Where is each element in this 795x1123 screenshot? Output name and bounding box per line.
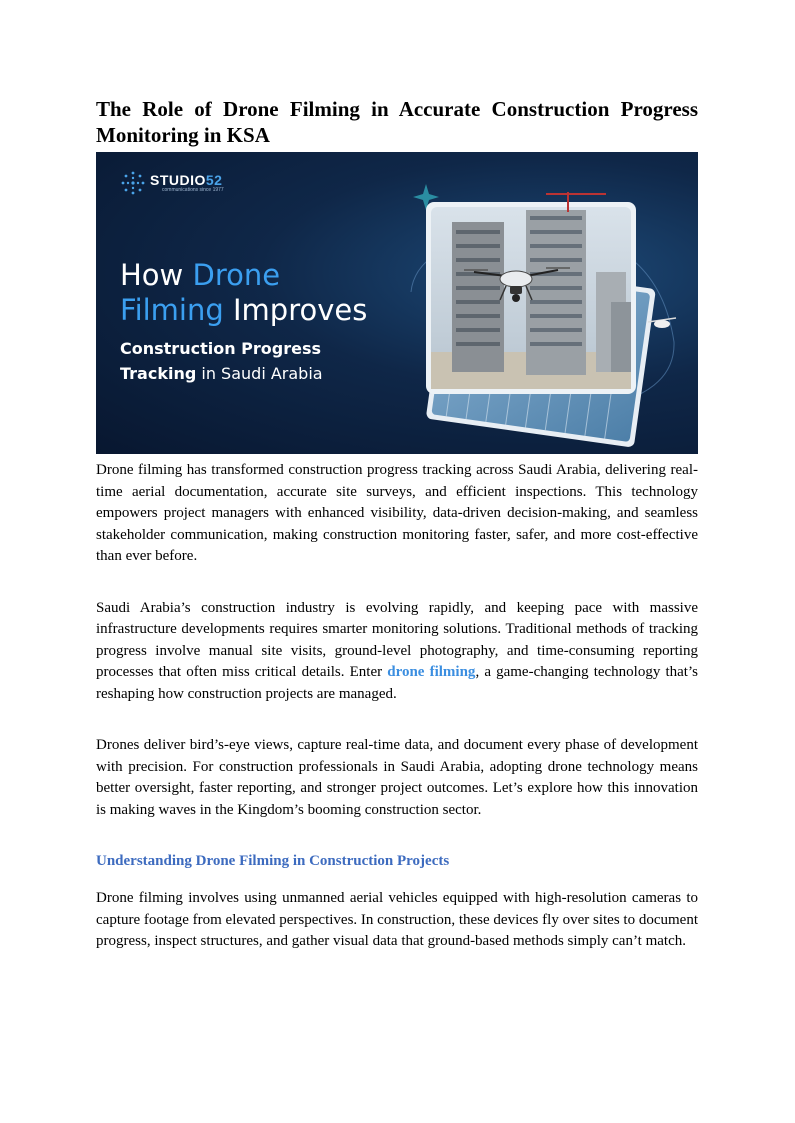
headline-text: How: [120, 258, 193, 292]
subheadline-text: in Saudi Arabia: [196, 364, 323, 383]
section-heading: Understanding Drone Filming in Construction Projects: [96, 853, 450, 869]
article-title: The Role of Drone Filming in Accurate Construction Progress Monitoring in KSA: [96, 97, 698, 147]
article-body: [96, 96, 698, 953]
hero-banner-image: [96, 152, 698, 454]
industry-paragraph: [96, 598, 698, 706]
headline-accent: Filming: [120, 293, 224, 327]
drone-filming-link[interactable]: drone filming: [387, 664, 476, 680]
subheadline-text: Construction Progress: [120, 339, 321, 358]
banner-headline: [120, 258, 367, 328]
banner-subheadline: [120, 336, 323, 386]
logo-tagline: communications since 1977: [162, 186, 224, 193]
benefits-paragraph: Drones deliver bird’s-eye views, capture real-time data, and document every phase of development with precision. For construction professionals in Saudi Arabia, adopting drone technology means better oversight, faster reporting, and stronger project outcomes. Let’s explore how this innovation is making waves in the Kingdom’s booming construction sector.: [96, 737, 698, 818]
headline-accent: Drone: [192, 258, 281, 292]
subheadline-bold: Tracking: [120, 364, 197, 383]
paragraph-text: , a game-changing technology that’s reshaping how construction projects are managed.: [96, 664, 698, 702]
paragraph-text: Saudi Arabia’s construction industry is evolving rapidly, and keeping pace with massive infrastructure developments requires smarter monitoring solutions. Traditional methods of tracking progress involve manual site visits, ground-level photography, and time-consuming reporting processes that often miss critical details. Enter: [96, 599, 698, 680]
headline-text: Improves: [223, 293, 368, 327]
intro-paragraph: Drone filming has transformed construction progress tracking across Saudi Arabia, delivering real-time aerial documentation, accurate site surveys, and efficient inspections. This technology empowers project managers with enhanced visibility, data-driven decision-making, and seamless stakeholder communication, making construction monitoring faster, safer, and more cost-effective than ever before.: [96, 462, 698, 564]
logo-number: 52: [205, 171, 223, 188]
studio52-logo: [120, 170, 224, 196]
definition-paragraph: Drone filming involves using unmanned aerial vehicles equipped with high-resolution cameras to capture footage from elevated perspectives. In construction, these devices fly over sites to document progress, inspect structures, and gather visual data that ground-based methods simply can’t match.: [96, 890, 698, 949]
logo-name: STUDIO: [150, 171, 206, 188]
logo-dots-icon: [120, 170, 146, 196]
